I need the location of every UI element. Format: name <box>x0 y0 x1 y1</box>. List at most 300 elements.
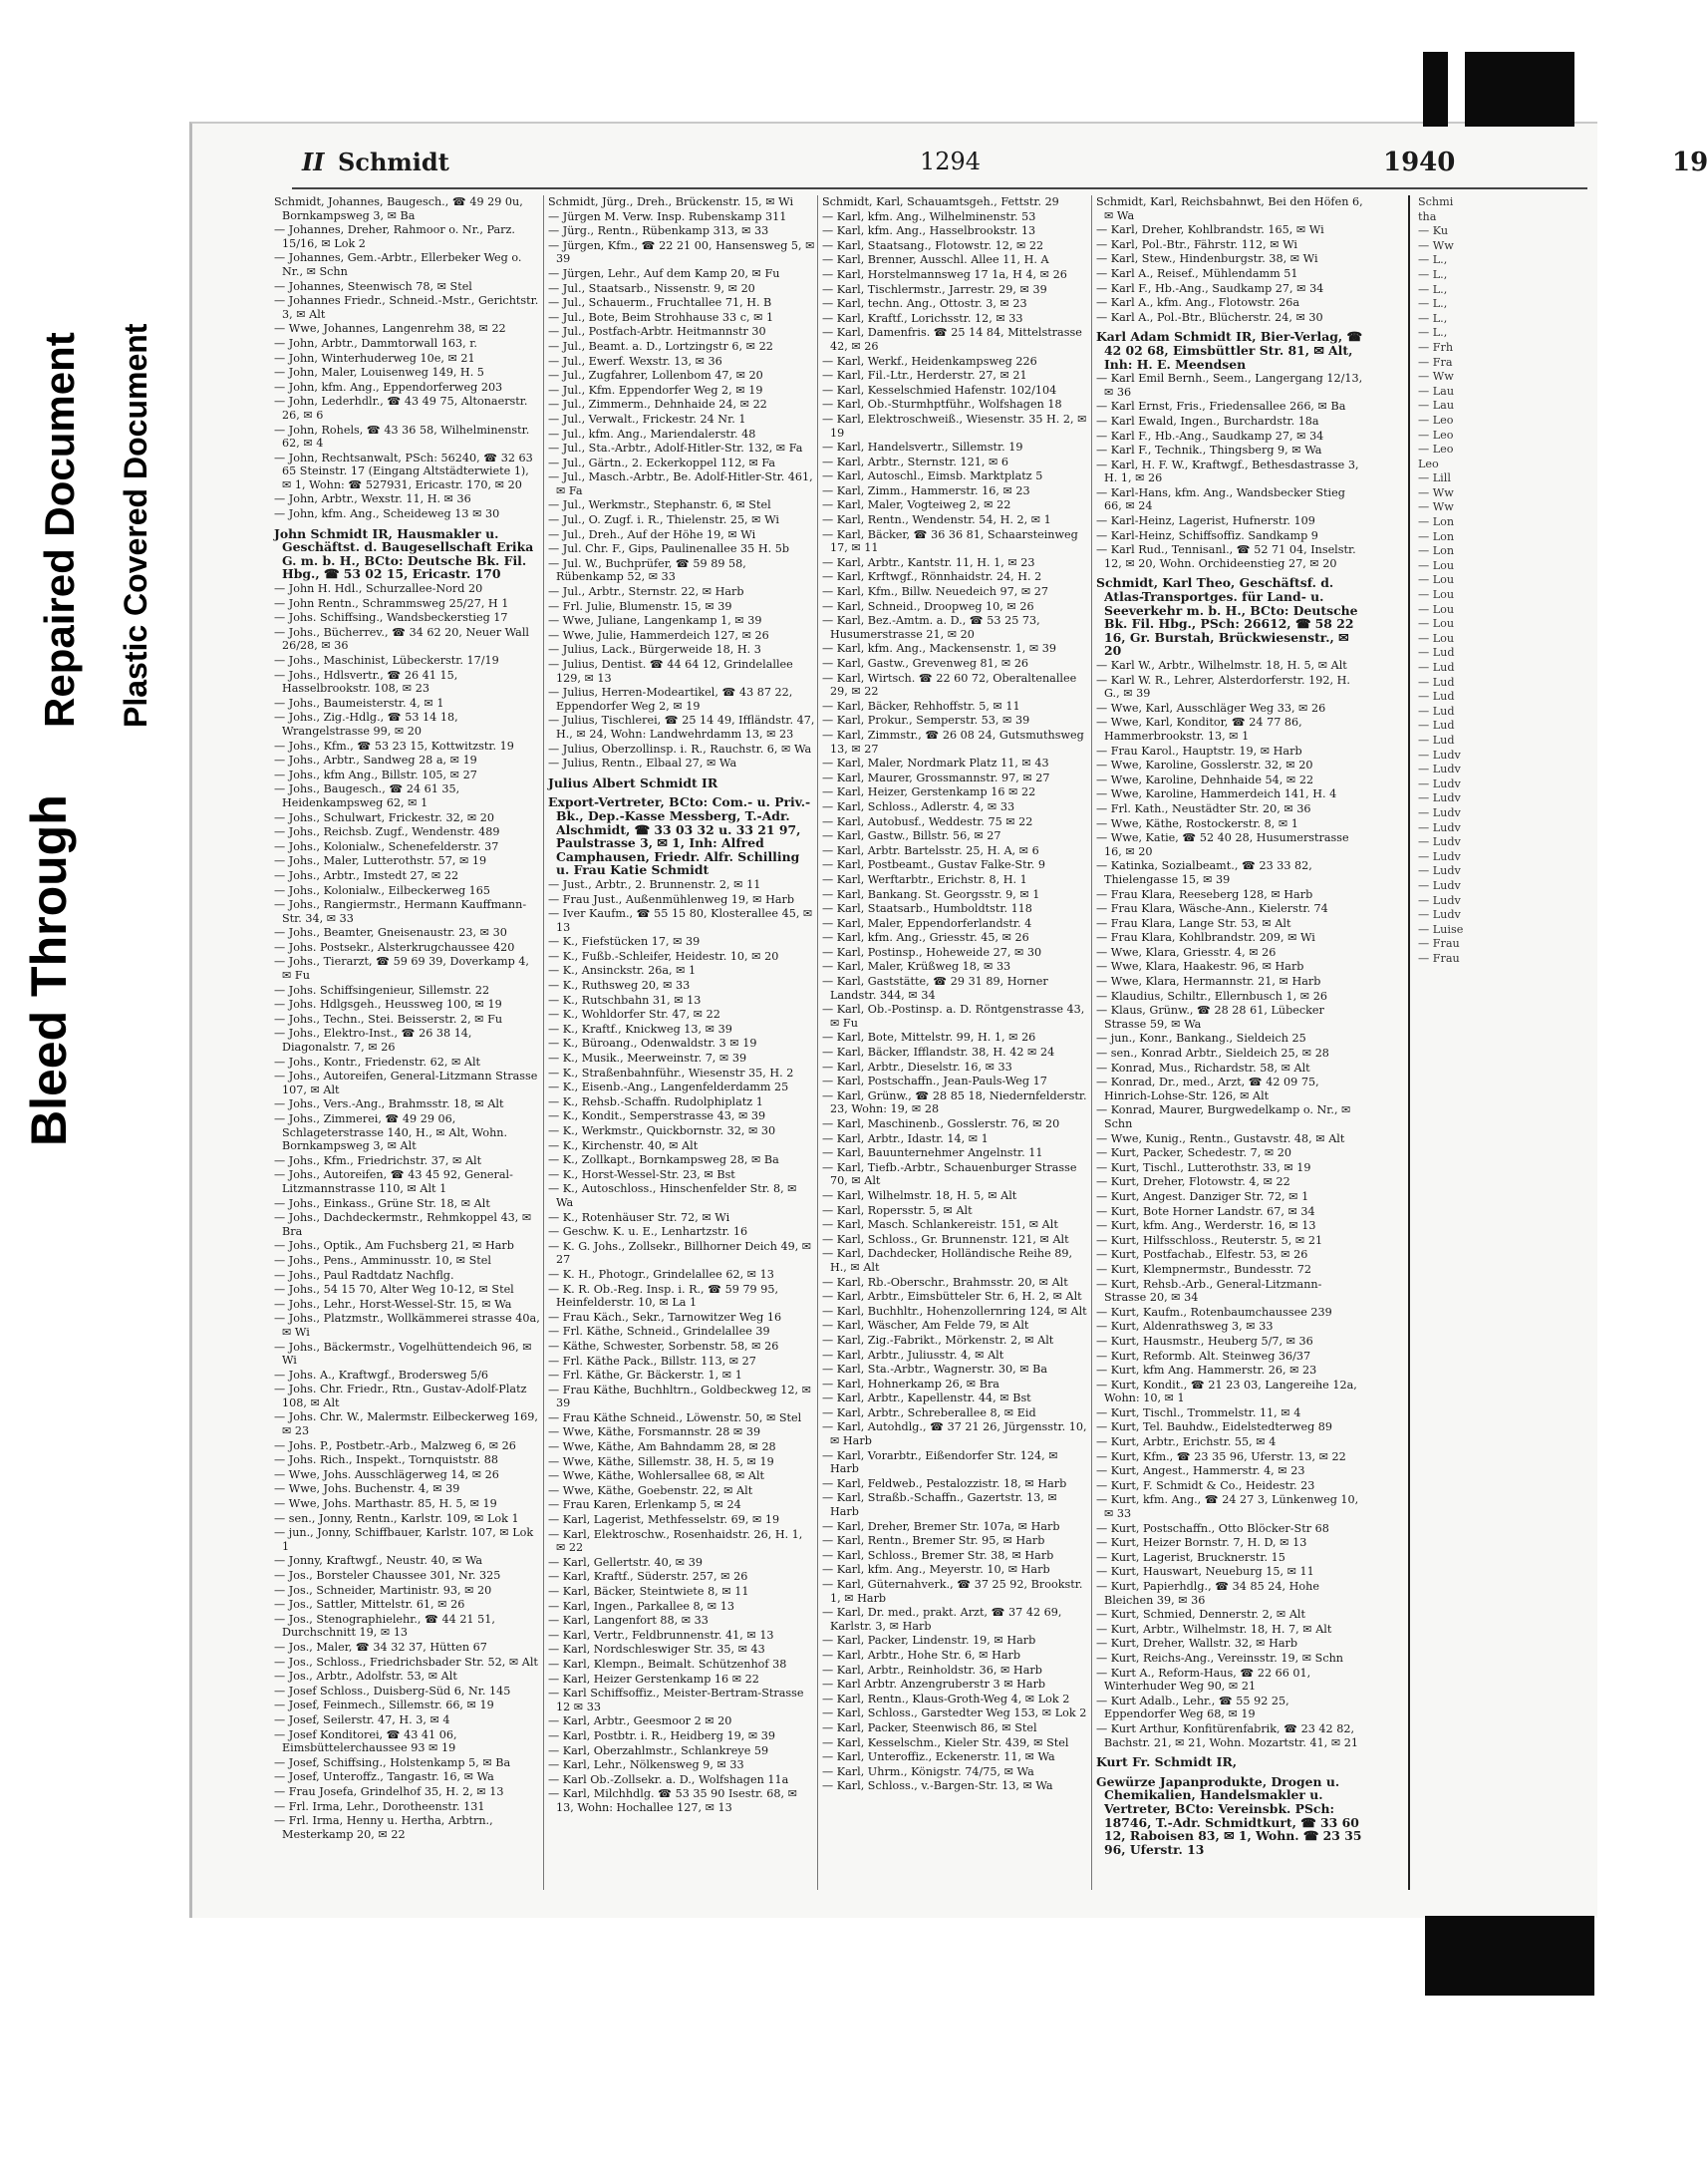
directory-entry: — Karl, Zig.-Fabrikt., Mörkenstr. 2, ✉ Alt <box>822 1333 1054 1347</box>
directory-entry: — Wwe, Johannes, Langenrehm 38, ✉ 22 <box>274 322 506 336</box>
directory-entry: — Karl, Schloss., Gr. Brunnenstr. 121, ✉ Alt <box>822 1232 1069 1246</box>
page-number: 1294 <box>920 148 982 175</box>
directory-entry: — Frl. Käthe Pack., Billstr. 113, ✉ 27 <box>548 1354 756 1368</box>
directory-entry: — Karl, Kraftf., Lorichsstr. 12, ✉ 33 <box>822 311 1023 325</box>
directory-entry: — Frau Josefa, Grindelhof 35, H. 2, ✉ 13 <box>274 1784 504 1798</box>
header-rule <box>292 187 1587 189</box>
directory-entry: — Karl, kfm. Ang., Hasselbrookstr. 13 <box>822 224 1036 238</box>
directory-entry: — Johannes, Gem.-Arbtr., Ellerbeker Weg o. Nr., ✉ Schn <box>274 251 522 278</box>
directory-entry: — Frau Klara, Wäsche-Ann., Kielerstr. 74 <box>1096 902 1328 916</box>
directory-entry: — Karl A., kfm. Ang., Flotowstr. 26a <box>1096 296 1300 310</box>
directory-entry: — Karl Rud., Tennisanl., ☎ 52 71 04, Inselstr. 12, ✉ 20, Wohn. Orchideenstieg 27, ✉ 20 <box>1096 543 1356 570</box>
scan-edge-block <box>1425 1916 1594 1996</box>
directory-entry: — Karl, Staatsarb., Humboldtstr. 118 <box>822 902 1032 916</box>
directory-entry: — Karl, Vorarbtr., Eißendorfer Str. 124, ✉ Harb <box>822 1448 1058 1476</box>
directory-entry: — Johs., Bäckermstr., Vogelhüttendeich 96, ✉ Wi <box>274 1340 532 1368</box>
directory-entry: — Johs., 54 15 70, Alter Weg 10-12, ✉ Stel <box>274 1283 514 1297</box>
directory-entry: — Kurt, kfm. Ang., Werderstr. 16, ✉ 13 <box>1096 1219 1316 1233</box>
directory-entry: — Kurt, Arbtr., Erichstr. 55, ✉ 4 <box>1096 1435 1277 1449</box>
directory-entry: Schmidt, Karl Theo, Geschäftsf. d. Atlas-Transportges. für Land- u. Seeverkehr m. b. H., BCto: Deutsche Bk. Fil. Hbg., PSch: 26612, ☎ 58 22 16, Gr. Burstah, Brückwiesenstr., ✉ 20 <box>1096 575 1358 659</box>
directory-entry: — Frl. Käthe, Schneid., Grindelallee 39 <box>548 1325 770 1339</box>
directory-entry: — Jul., Masch.-Arbtr., Be. Adolf-Hitler-Str. 461, ✉ Fa <box>548 470 813 497</box>
directory-entry: — Karl, Arbtr., Hohe Str. 6, ✉ Harb <box>822 1648 1021 1662</box>
directory-entry: — Kurt, Postschaffn., Otto Blöcker-Str 68 <box>1096 1521 1329 1535</box>
scan-edge-block <box>1423 52 1448 127</box>
directory-entry: — Karl, Bauunternehmer Angelnstr. 11 <box>822 1146 1043 1160</box>
directory-entry: — Karl, Horstelmannsweg 17 1a, H 4, ✉ 26 <box>822 267 1067 281</box>
directory-entry: — Konrad, Dr., med., Arzt, ☎ 42 09 75, Hinrich-Lohse-Str. 126, ✉ Alt <box>1096 1076 1319 1102</box>
page-gutter <box>1408 195 1410 1890</box>
directory-entry: John Schmidt IR, Hausmakler u. Geschäftst. d. Baugesellschaft Erika G. m. b. H., BCto: Deutsche Bk. Fil. Hbg., ☎ 53 02 15, Ericastr. 170 <box>274 525 534 582</box>
directory-entry: — Johs., Schulwart, Frickestr. 32, ✉ 20 <box>274 810 495 824</box>
directory-entry: — Karl, Rb.-Oberschr., Brahmsstr. 20, ✉ Alt <box>822 1275 1068 1289</box>
directory-entry: — Karl-Heinz, Schiffsoffiz. Sandkamp 9 <box>1096 528 1318 542</box>
directory-entry: — Jul., Kfm. Eppendorfer Weg 2, ✉ 19 <box>548 383 763 397</box>
directory-entry: — Just., Arbtr., 2. Brunnenstr. 2, ✉ 11 <box>548 877 761 891</box>
directory-entry: — Jul., Sta.-Arbtr., Adolf-Hitler-Str. 132, ✉ Fa <box>548 442 803 456</box>
directory-entry: — Karl Arbtr. Anzengruberstr 3 ✉ Harb <box>822 1678 1046 1692</box>
directory-entry: — Luise <box>1418 922 1464 936</box>
directory-entry: Leo <box>1418 457 1439 470</box>
directory-entry: — Kurt, Aldenrathsweg 3, ✉ 33 <box>1096 1320 1274 1334</box>
directory-entry: — Wwe, Johs. Buchenstr. 4, ✉ 39 <box>274 1482 460 1496</box>
directory-entry: — Kurt, Postfachab., Elfestr. 53, ✉ 26 <box>1096 1248 1308 1262</box>
directory-entry: — Johs., Beamter, Gneisenaustr. 23, ✉ 30 <box>274 926 507 940</box>
directory-entry: — Karl, Hohnerkamp 26, ✉ Bra <box>822 1377 999 1391</box>
directory-entry: — Karl, kfm. Ang., Griesstr. 45, ✉ 26 <box>822 931 1029 945</box>
directory-entry: — Karl, Tischlermstr., Jarrestr. 29, ✉ 39 <box>822 282 1047 296</box>
directory-entry: — Karl A., Reisef., Mühlendamm 51 <box>1096 266 1298 280</box>
directory-entry: — Frau Käthe, Buchhltrn., Goldbeckweg 12, ✉ 39 <box>548 1383 812 1410</box>
directory-entry: — K., Straßenbahnführ., Wiesenstr 35, H. 2 <box>548 1066 794 1080</box>
directory-entry: — Karl-Heinz, Lagerist, Hufnerstr. 109 <box>1096 514 1315 528</box>
directory-entry: — Karl, Packer, Steenwisch 86, ✉ Stel <box>822 1720 1037 1734</box>
directory-entry: — Karl, Postschaffn., Jean-Pauls-Weg 17 <box>822 1075 1047 1088</box>
directory-entry: — Jos., Schneider, Martinistr. 93, ✉ 20 <box>274 1583 492 1597</box>
directory-entry: — John, kfm. Ang., Eppendorferweg 203 <box>274 380 503 394</box>
directory-entry: — Kurt, F. Schmidt & Co., Heidestr. 23 <box>1096 1478 1315 1492</box>
directory-entry: — K., Rotenhäuser Str. 72, ✉ Wi <box>548 1210 730 1224</box>
directory-entry: — Karl, Staatsang., Flotowstr. 12, ✉ 22 <box>822 238 1044 252</box>
directory-entry: — L., <box>1418 326 1448 340</box>
directory-entry: — Karl, Lehr., Nölkensweg 9, ✉ 33 <box>548 1758 744 1772</box>
next-page-fragment: 19 <box>1672 148 1708 177</box>
directory-entry: — Jul., Gärtn., 2. Eckerkoppel 112, ✉ Fa <box>548 456 776 469</box>
directory-entry: — Johs. Chr. W., Malermstr. Eilbeckerweg 169, ✉ 23 <box>274 1410 538 1438</box>
directory-entry: — K., Fußb.-Schleifer, Heidestr. 10, ✉ 20 <box>548 949 779 963</box>
directory-entry: — Johs., Autoreifen, ☎ 43 45 92, General-Litzmannstrasse 110, ✉ Alt 1 <box>274 1168 513 1195</box>
directory-entry: — Frau Klara, Kohlbrandstr. 209, ✉ Wi <box>1096 931 1315 945</box>
directory-entry: — Julius, Oberzollinsp. i. R., Rauchstr. 6, ✉ Wa <box>548 742 812 756</box>
directory-entry: — Ludv <box>1418 763 1461 776</box>
directory-entry: — Johs., Tierarzt, ☎ 59 69 39, Doverkamp 4, ✉ Fu <box>274 955 529 983</box>
directory-entry: — Lud <box>1418 646 1455 660</box>
directory-entry: — Leo <box>1418 413 1454 427</box>
directory-entry: — Frau Just., Außenmühlenweg 19, ✉ Harb <box>548 892 795 906</box>
directory-entry: — Johs., Baumeisterstr. 4, ✉ 1 <box>274 696 444 710</box>
directory-entry: — Ludv <box>1418 893 1461 907</box>
directory-entry: — Jul., Schauerm., Fruchtallee 71, H. B <box>548 296 772 310</box>
directory-entry: — Kurt Adalb., Lehr., ☎ 55 92 25, Eppendorfer Weg 68, ✉ 19 <box>1096 1694 1289 1721</box>
directory-entry: — Karl, Bäcker, Rehhoffstr. 5, ✉ 11 <box>822 699 1020 713</box>
directory-entry: — Karl, Straßb.-Schaffn., Gazertstr. 13, ✉ Harb <box>822 1491 1057 1519</box>
directory-entry: — K., Rutschbahn 31, ✉ 13 <box>548 993 702 1007</box>
directory-entry: — K., Büroang., Odenwaldstr. 3 ✉ 19 <box>548 1037 757 1051</box>
header-surname: Schmidt <box>338 148 449 176</box>
directory-entry: — jun., Konr., Bankang., Sieldeich 25 <box>1096 1032 1306 1046</box>
directory-entry: Schmidt, Karl, Reichsbahnwt, Bei den Höfen 6, ✉ Wa <box>1096 195 1363 222</box>
directory-entry: — K., Eisenb.-Ang., Langenfelderdamm 25 <box>548 1081 789 1094</box>
directory-entry: — Johs., Autoreifen, General-Litzmann Strasse 107, ✉ Alt <box>274 1070 538 1096</box>
directory-entry: — Karl, Krftwgf., Rönnhaidstr. 24, H. 2 <box>822 570 1042 584</box>
directory-entry: — Ww <box>1418 485 1454 499</box>
header-roman: II <box>302 148 325 176</box>
directory-entry: — Johs., Vers.-Ang., Brahmsstr. 18, ✉ Alt <box>274 1097 504 1111</box>
directory-entry: — Karl Ewald, Ingen., Burchardstr. 18a <box>1096 414 1319 428</box>
directory-entry: — Julius, Tischlerei, ☎ 25 14 49, Iffländstr. 47, H., ✉ 24, Wohn: Landwehrdamm 13, ✉ 23 <box>548 714 815 741</box>
directory-entry: — Konrad, Mus., Richardstr. 58, ✉ Alt <box>1096 1061 1310 1075</box>
directory-entry: — Wwe, Karl, Ausschläger Weg 33, ✉ 26 <box>1096 701 1326 715</box>
directory-entry: — Karl, Maler, Krüßweg 18, ✉ 33 <box>822 960 1011 974</box>
directory-entry: — Johs., Einkass., Grüne Str. 18, ✉ Alt <box>274 1196 490 1210</box>
directory-entry: — Karl, Postinsp., Hoheweide 27, ✉ 30 <box>822 945 1042 959</box>
directory-entry: — Johs., Optik., Am Fuchsberg 21, ✉ Harb <box>274 1239 514 1253</box>
directory-entry: — Johs., Kontr., Friedenstr. 62, ✉ Alt <box>274 1055 481 1069</box>
directory-entry: — Johs., Platzmstr., Wollkämmerei strasse 40a, ✉ Wi <box>274 1312 540 1339</box>
directory-entry: — Josef, Unteroffz., Tangastr. 16, ✉ Wa <box>274 1770 494 1784</box>
directory-entry: — Karl, Feldweb., Pestalozzistr. 18, ✉ Harb <box>822 1476 1067 1490</box>
directory-entry: — K., Horst-Wessel-Str. 23, ✉ Bst <box>548 1167 735 1181</box>
directory-entry: — Iver Kaufm., ☎ 55 15 80, Klosterallee 45, ✉ 13 <box>548 907 813 934</box>
directory-entry: — Kurt, Rehsb.-Arb., General-Litzmann-Strasse 20, ✉ 34 <box>1096 1277 1322 1305</box>
directory-entry: — Josef Konditorei, ☎ 43 41 06, Eimsbüttelerchaussee 93 ✉ 19 <box>274 1727 457 1755</box>
directory-entry: — Kurt, Tischl., Lutterothstr. 33, ✉ 19 <box>1096 1160 1311 1174</box>
directory-entry: — Ludv <box>1418 776 1461 790</box>
directory-entry: Export-Vertreter, BCto: Com.- u. Priv.-Bk., Dep.-Kasse Messberg, T.-Adr. Alschmidt, ☎ 33 03 32 u. 33 21 97, Paulstrasse 3, ✉ 1, Inh: Alfred Camphausen, Friedr. Alfr. Schilling u. Frau Katie Schmidt <box>548 794 811 878</box>
directory-entry: — Karl A., Pol.-Btr., Blücherstr. 24, ✉ 30 <box>1096 310 1323 324</box>
directory-entry: — Kurt, Tel. Bauhdw., Eidelstedterweg 89 <box>1096 1420 1333 1434</box>
directory-entry: — Frau <box>1418 951 1460 965</box>
directory-entry: — Johs., Baugesch., ☎ 24 61 35, Heidenkampsweg 62, ✉ 1 <box>274 782 460 809</box>
directory-entry: — Wwe, Käthe, Am Bahndamm 28, ✉ 28 <box>548 1440 776 1454</box>
directory-entry: — Wwe, Karoline, Gosslerstr. 32, ✉ 20 <box>1096 759 1313 773</box>
directory-entry: — Johs., Kfm., ☎ 53 23 15, Kottwitzstr. 19 <box>274 739 514 753</box>
directory-entry: — Frau <box>1418 937 1460 951</box>
directory-entry: — Frl. Kath., Neustädter Str. 20, ✉ 36 <box>1096 801 1311 815</box>
directory-entry: — Johs., Maschinist, Lübeckerstr. 17/19 <box>274 654 499 667</box>
directory-entry: — Johs., Hdlsvertr., ☎ 26 41 15, Hasselbrookstr. 108, ✉ 23 <box>274 668 458 696</box>
directory-entry: — Karl, Buchhltr., Hohenzollernring 124, ✉ Alt <box>822 1304 1087 1318</box>
directory-entry: — Johs., Arbtr., Sandweg 28 a, ✉ 19 <box>274 754 477 768</box>
directory-entry: — Kurt, Packer, Schedestr. 7, ✉ 20 <box>1096 1146 1292 1160</box>
directory-entry: Schmidt, Karl, Schauamtsgeh., Fettstr. 29 <box>822 195 1059 208</box>
directory-entry: — Fra <box>1418 355 1453 369</box>
directory-entry: — Wwe, Karl, Konditor, ☎ 24 77 86, Hammerbrookstr. 13, ✉ 1 <box>1096 716 1302 743</box>
directory-entry: — Jul., Zugfahrer, Lollenbom 47, ✉ 20 <box>548 369 763 383</box>
directory-entry: — L., <box>1418 267 1448 281</box>
directory-entry: — Karl, Bote, Mittelstr. 99, H. 1, ✉ 26 <box>822 1031 1036 1045</box>
directory-entry: — Karl, Grünw., ☎ 28 85 18, Niedernfelderstr. 23, Wohn: 19, ✉ 28 <box>822 1088 1087 1116</box>
directory-entry: — Jürgen M. Verw. Insp. Rubenskamp 311 <box>548 209 787 223</box>
directory-entry: — K., Kondit., Semperstrasse 43, ✉ 39 <box>548 1109 766 1123</box>
directory-entry: — Frl. Irma, Lehr., Dorotheenstr. 131 <box>274 1799 485 1813</box>
directory-entry: — Lou <box>1418 617 1455 631</box>
directory-entry: — K., Zollkapt., Bornkampsweg 28, ✉ Ba <box>548 1153 779 1167</box>
label-repaired-document: Repaired Document <box>36 332 83 728</box>
next-page-column-fragment <box>1418 195 1587 1890</box>
directory-entry: — Karl, Schloss., Bremer Str. 38, ✉ Harb <box>822 1548 1054 1562</box>
directory-entry: — Karl, Klempn., Beimalt. Schützenhof 38 <box>548 1657 787 1671</box>
directory-entry: — Julius, Lack., Bürgerweide 18, H. 3 <box>548 643 761 657</box>
directory-entry: — Frau Klara, Reeseberg 128, ✉ Harb <box>1096 887 1313 901</box>
directory-entry: — Karl-Hans, kfm. Ang., Wandsbecker Stieg 66, ✉ 24 <box>1096 485 1345 513</box>
directory-entry: — sen., Konrad Arbtr., Sieldeich 25, ✉ 28 <box>1096 1047 1329 1061</box>
directory-entry: — Karl, techn. Ang., Ottostr. 3, ✉ 23 <box>822 297 1027 311</box>
directory-entry: — Kurt, Lagerist, Brucknerstr. 15 <box>1096 1550 1285 1564</box>
directory-entry: — Karl, Ingen., Parkallee 8, ✉ 13 <box>548 1599 734 1613</box>
directory-entry: — John, Maler, Louisenweg 149, H. 5 <box>274 366 484 380</box>
directory-entry: — Karl, Werftarbtr., Erichstr. 8, H. 1 <box>822 872 1027 886</box>
directory-entry: — Ludv <box>1418 908 1461 922</box>
directory-entry: — Karl, Arbtr., Geesmoor 2 ✉ 20 <box>548 1714 732 1728</box>
directory-entry: — Wwe, Käthe, Forsmannstr. 28 ✉ 39 <box>548 1425 761 1439</box>
directory-entry: — K., Ruthsweg 20, ✉ 33 <box>548 979 691 993</box>
directory-entry: — Ludv <box>1418 864 1461 878</box>
directory-entry: — Frl. Irma, Henny u. Hertha, Arbtrn., Mesterkamp 20, ✉ 22 <box>274 1814 493 1841</box>
directory-entry: — Karl, Rentn., Bremer Str. 95, ✉ Harb <box>822 1534 1045 1548</box>
directory-entry: — John, Arbtr., Dammtorwall 163, r. <box>274 336 477 350</box>
directory-entry: — Johannes, Steenwisch 78, ✉ Stel <box>274 279 472 293</box>
directory-entry: — Karl, Güternahverk., ☎ 37 25 92, Brookstr. 1, ✉ Harb <box>822 1578 1083 1605</box>
directory-entry: Kurt Fr. Schmidt IR, <box>1096 1754 1238 1770</box>
directory-entry: — Karl, Arbtr., Kapellenstr. 44, ✉ Bst <box>822 1392 1031 1405</box>
directory-entry: — Karl, Fil.-Ltr., Herderstr. 27, ✉ 21 <box>822 369 1027 383</box>
directory-entry: — Lau <box>1418 399 1455 413</box>
directory-entry: — Lud <box>1418 675 1455 689</box>
directory-entry: — Wwe, Johs. Marthastr. 85, H. 5, ✉ 19 <box>274 1497 497 1511</box>
directory-entry: — Karl, Tiefb.-Arbtr., Schauenburger Strasse 70, ✉ Alt <box>822 1160 1077 1188</box>
directory-entry: — Johs., Zimmerei, ☎ 49 29 06, Schlageterstrasse 140, H., ✉ Alt, Wohn. Bornkampsweg 3, ✉ Alt <box>274 1112 508 1153</box>
directory-entry: — Jul., Beamt. a. D., Lortzingstr 6, ✉ 22 <box>548 339 773 353</box>
directory-entry: — Karl, Stew., Hindenburgstr. 38, ✉ Wi <box>1096 252 1318 266</box>
directory-entry: — Ku <box>1418 224 1449 238</box>
directory-entry: — K. R. Ob.-Reg. Insp. i. R., ☎ 59 79 95, Heinfelderstr. 10, ✉ La 1 <box>548 1282 779 1310</box>
directory-entry: — Kurt, Bote Horner Landstr. 67, ✉ 34 <box>1096 1204 1315 1218</box>
directory-entry: — Jürgen, Kfm., ☎ 22 21 00, Hansensweg 5, ✉ 39 <box>548 238 815 266</box>
directory-entry: — K. G. Johs., Zollsekr., Billhorner Deich 49, ✉ 27 <box>548 1239 812 1267</box>
directory-entry: — Karl, Gastw., Billstr. 56, ✉ 27 <box>822 829 1001 843</box>
directory-entry: — Karl, Werkf., Heidenkampsweg 226 <box>822 354 1037 368</box>
directory-entry: — Jul., Postfach-Arbtr. Heitmannstr 30 <box>548 325 766 339</box>
directory-entry: — Johs., Kolonialw., Schenefelderstr. 37 <box>274 839 499 853</box>
directory-entry: — Karl, Gastw., Grevenweg 81, ✉ 26 <box>822 657 1029 670</box>
directory-entry: — Lou <box>1418 558 1455 572</box>
directory-entry: — Johs. Rich., Inspekt., Tornquiststr. 88 <box>274 1453 499 1467</box>
directory-entry: — Johs., Paul Radtdatz Nachflg. <box>274 1268 454 1282</box>
directory-entry: — Karl, Arbtr. Bartelsstr. 25, H. A, ✉ 6 <box>822 843 1039 857</box>
directory-entry: — Jul., Verwalt., Frickestr. 24 Nr. 1 <box>548 412 746 426</box>
directory-entry: — Karl, Heizer Gerstenkamp 16 ✉ 22 <box>548 1672 759 1686</box>
directory-entry: — L., <box>1418 282 1448 296</box>
directory-entry: Schmi <box>1418 195 1454 208</box>
directory-entry: — Josef, Seilerstr. 47, H. 3, ✉ 4 <box>274 1712 450 1726</box>
directory-entry: — Johs., Kfm., Friedrichstr. 37, ✉ Alt <box>274 1153 482 1167</box>
directory-entry: — Johs. Postsekr., Alsterkrugchaussee 420 <box>274 940 515 954</box>
directory-entry: — Karl, Bäcker, Ifflandstr. 38, H. 42 ✉ 24 <box>822 1046 1055 1060</box>
directory-entry: — Kurt, Angest. Danziger Str. 72, ✉ 1 <box>1096 1189 1309 1203</box>
directory-entry: — Kurt, Hauswart, Neueburg 15, ✉ 11 <box>1096 1565 1314 1579</box>
directory-entry: — Karl, Gaststätte, ☎ 29 31 89, Horner Landstr. 344, ✉ 34 <box>822 975 1048 1002</box>
directory-entry: — Johs., Zig.-Hdlg., ☎ 53 14 18, Wrangelstrasse 99, ✉ 20 <box>274 711 458 738</box>
directory-entry: — Johannes, Dreher, Rahmoor o. Nr., Parz. 15/16, ✉ Lok 2 <box>274 223 515 250</box>
directory-entry: — Jos., Stenographielehr., ☎ 44 21 51, Durchschnitt 19, ✉ 13 <box>274 1612 495 1640</box>
directory-entry: — Johs., Pens., Amminusstr. 10, ✉ Stel <box>274 1253 491 1267</box>
directory-entry: — Lill <box>1418 471 1451 485</box>
directory-entry: — John, Winterhuderweg 10e, ✉ 21 <box>274 351 475 365</box>
directory-entry: — Kurt, Kaufm., Rotenbaumchaussee 239 <box>1096 1305 1332 1319</box>
directory-entry: — Frau Karol., Hauptstr. 19, ✉ Harb <box>1096 744 1302 758</box>
directory-entry: — John Rentn., Schrammsweg 25/27, H 1 <box>274 596 509 610</box>
directory-entry: — Lon <box>1418 529 1455 543</box>
directory-entry: — John, kfm. Ang., Scheideweg 13 ✉ 30 <box>274 507 500 521</box>
directory-entry: — John, Lederhdlr., ☎ 43 49 75, Altonaerstr. 26, ✉ 6 <box>274 395 528 422</box>
directory-entry: — Karl W., Arbtr., Wilhelmstr. 18, H. 5, ✉ Alt <box>1096 659 1347 672</box>
directory-entry: — Wwe, Käthe, Rostockerstr. 8, ✉ 1 <box>1096 816 1298 830</box>
directory-entry: — Johs., Dachdeckermstr., Rehmkoppel 43, ✉ Bra <box>274 1211 532 1238</box>
directory-entry: — Karl, Elektroschweiß., Wiesenstr. 35 H. 2, ✉ 19 <box>822 412 1087 440</box>
directory-entry: — Karl, Wilhelmstr. 18, H. 5, ✉ Alt <box>822 1188 1017 1202</box>
directory-entry: — Ludv <box>1418 820 1461 834</box>
directory-entry: — Karl, Dreher, Bremer Str. 107a, ✉ Harb <box>822 1519 1060 1533</box>
column-divider <box>543 195 544 1890</box>
directory-entry: — Karl, Wirtsch. ☎ 22 60 72, Oberaltenallee 29, ✉ 22 <box>822 671 1077 699</box>
directory-entry: — Karl, Arbtr., Idastr. 14, ✉ 1 <box>822 1131 989 1145</box>
directory-entry: — Jos., Borsteler Chaussee 301, Nr. 325 <box>274 1569 501 1582</box>
directory-entry: — Ww <box>1418 370 1454 384</box>
directory-entry: — Lud <box>1418 690 1455 704</box>
directory-entry: — Kurt A., Reform-Haus, ☎ 22 66 01, Winterhuder Weg 90, ✉ 21 <box>1096 1666 1311 1694</box>
directory-entry: — Johs., Kolonialw., Eilbeckerweg 165 <box>274 883 491 897</box>
directory-entry: — Karl, Postbtr. i. R., Heidberg 19, ✉ 39 <box>548 1728 776 1742</box>
directory-entry: — Karl, Kraftf., Süderstr. 257, ✉ 26 <box>548 1570 748 1584</box>
directory-entry: — Karl, Unteroffiz., Eckenerstr. 11, ✉ Wa <box>822 1750 1055 1764</box>
directory-entry: — Karl, Arbtr., Sternstr. 121, ✉ 6 <box>822 455 1008 468</box>
directory-entry: — Karl, Ob.-Postinsp. a. D. Röntgenstrasse 43, ✉ Fu <box>822 1003 1085 1030</box>
directory-entry: — Karl, Pol.-Btr., Fährstr. 112, ✉ Wi <box>1096 237 1298 251</box>
directory-entry: Karl Adam Schmidt IR, Bier-Verlag, ☎ 42 02 68, Eimsbüttler Str. 81, ✉ Alt, Inh: H. E. Meendsen <box>1096 329 1362 372</box>
directory-entry: — K., Rehsb.-Schaffn. Rudolphiplatz 1 <box>548 1094 763 1108</box>
directory-entry: — Karl Schiffsoffiz., Meister-Bertram-Strasse 12 ✉ 33 <box>548 1687 804 1713</box>
directory-entry: — Johs., Reichsb. Zugf., Wendenstr. 489 <box>274 825 500 839</box>
directory-entry: — Ww <box>1418 500 1454 514</box>
directory-entry: — Karl, Vertr., Feldbrunnenstr. 41, ✉ 13 <box>548 1628 774 1642</box>
directory-entry: — Karl, Arbtr., Schreberallee 8, ✉ Eid <box>822 1405 1036 1419</box>
label-plastic-covered-document: Plastic Covered Document <box>118 323 153 728</box>
directory-entry: — Karl, Arbtr., Kantstr. 11, H. 1, ✉ 23 <box>822 555 1035 569</box>
directory-entry: — Konrad, Maurer, Burgwedelkamp o. Nr., ✉ Schn <box>1096 1103 1351 1130</box>
directory-entry: — Karl, kfm. Ang., Wilhelminenstr. 53 <box>822 209 1036 223</box>
directory-entry: — Karl, Heizer, Gerstenkamp 16 ✉ 22 <box>822 785 1036 799</box>
directory-entry: — Karl, Dr. med., prakt. Arzt, ☎ 37 42 69, Karlstr. 3, ✉ Harb <box>822 1606 1062 1633</box>
directory-entry: — Ludv <box>1418 849 1461 863</box>
directory-entry: — Karl, Rentn., Wendenstr. 54, H. 2, ✉ 1 <box>822 513 1051 527</box>
directory-entry: — Julius, Herren-Modeartikel, ☎ 43 87 22, Eppendorfer Weg 2, ✉ 19 <box>548 686 793 713</box>
directory-entry: — Kurt, Reichs-Ang., Vereinsstr. 19, ✉ Schn <box>1096 1651 1343 1665</box>
directory-entry: — Jul. Chr. F., Gips, Paulinenallee 35 H. 5b <box>548 542 789 556</box>
directory-entry: — Josef Schloss., Duisberg-Süd 6, Nr. 145 <box>274 1684 511 1698</box>
directory-entry: Schmidt, Johannes, Baugesch., ☎ 49 29 0u, Bornkampsweg 3, ✉ Ba <box>274 195 523 222</box>
directory-column-4 <box>1096 195 1363 1890</box>
directory-entry: — Lou <box>1418 631 1455 645</box>
directory-entry: — Wwe, Julie, Hammerdeich 127, ✉ 26 <box>548 628 769 642</box>
directory-entry: — Karl, Maler, Vogteiweg 2, ✉ 22 <box>822 498 1011 512</box>
directory-entry: — Kurt, Hilfsschloss., Reuterstr. 5, ✉ 21 <box>1096 1233 1323 1247</box>
scan-edge-block <box>1465 52 1574 127</box>
directory-entry: — Jos., Schloss., Friedrichsbader Str. 52, ✉ Alt <box>274 1655 538 1669</box>
directory-entry: — Wwe, Klara, Griesstr. 4, ✉ 26 <box>1096 945 1277 959</box>
directory-entry: — Kurt, Arbtr., Wilhelmstr. 18, H. 7, ✉ Alt <box>1096 1622 1332 1636</box>
directory-entry: — Karl, Postbeamt., Gustav Falke-Str. 9 <box>822 858 1045 872</box>
directory-entry: — L., <box>1418 311 1448 325</box>
directory-entry: — K., Fiefstücken 17, ✉ 39 <box>548 935 701 949</box>
directory-entry: — Karl, Schneid., Droopweg 10, ✉ 26 <box>822 599 1034 613</box>
directory-entry: — Julius, Dentist. ☎ 44 64 12, Grindelallee 129, ✉ 13 <box>548 658 793 685</box>
directory-entry: — Karl, Prokur., Semperstr. 53, ✉ 39 <box>822 714 1030 728</box>
directory-entry: — Karl, kfm. Ang., Meyerstr. 10, ✉ Harb <box>822 1563 1050 1577</box>
directory-entry: — Frau Karen, Erlenkamp 5, ✉ 24 <box>548 1498 741 1512</box>
directory-entry: — Lou <box>1418 573 1455 587</box>
directory-entry: — Karl, Oberzahlmstr., Schlankreye 59 <box>548 1743 769 1757</box>
directory-entry: — Lud <box>1418 661 1455 674</box>
header-year: 1940 <box>1383 148 1456 177</box>
directory-entry: — Lau <box>1418 384 1455 398</box>
directory-entry: — Karl Emil Bernh., Seem., Langergang 12/13, ✉ 36 <box>1096 372 1363 399</box>
directory-entry: — Wwe, Klara, Haakestr. 96, ✉ Harb <box>1096 960 1304 974</box>
directory-entry: — Jürgen, Lehr., Auf dem Kamp 20, ✉ Fu <box>548 266 780 280</box>
directory-entry: — Kurt, Tischl., Trommelstr. 11, ✉ 4 <box>1096 1405 1301 1419</box>
directory-entry: — Karl, Ob.-Sturmhptführ., Wolfshagen 18 <box>822 398 1062 412</box>
directory-entry: — Lud <box>1418 719 1455 733</box>
directory-entry: — Karl, Autoschl., Eimsb. Marktplatz 5 <box>822 469 1043 483</box>
column-divider <box>1091 195 1092 1890</box>
directory-entry: — John, Rohels, ☎ 43 36 58, Wilhelminenstr. 62, ✉ 4 <box>274 423 530 451</box>
directory-entry: — K., Autoschloss., Hinschenfelder Str. 8, ✉ Wa <box>548 1182 797 1209</box>
directory-entry: — L., <box>1418 297 1448 311</box>
directory-entry: — Katinka, Sozialbeamt., ☎ 23 33 82, Thielengasse 15, ✉ 39 <box>1096 859 1312 886</box>
directory-entry: — Frau Klara, Lange Str. 53, ✉ Alt <box>1096 916 1291 930</box>
directory-entry: — Karl, Handelsvertr., Sillemstr. 19 <box>822 441 1023 455</box>
directory-entry: — Ludv <box>1418 878 1461 892</box>
directory-entry: — Karl, Arbtr., Dieselstr. 16, ✉ 33 <box>822 1060 1012 1074</box>
directory-entry: — Ww <box>1418 238 1454 252</box>
directory-entry: — Jul., kfm. Ang., Mariendalerstr. 48 <box>548 427 756 441</box>
directory-entry: — Karl, Uhrm., Königstr. 74/75, ✉ Wa <box>822 1764 1034 1778</box>
directory-entry: — Jul., Zimmerm., Dehnhaide 24, ✉ 22 <box>548 398 767 412</box>
directory-entry: — Kurt, Schmied, Dennerstr. 2, ✉ Alt <box>1096 1608 1305 1622</box>
directory-entry: — Jos., Maler, ☎ 34 32 37, Hütten 67 <box>274 1640 487 1654</box>
directory-entry: — Karl, Dreher, Kohlbrandstr. 165, ✉ Wi <box>1096 223 1324 237</box>
directory-entry: — Karl, Zimmstr., ☎ 26 08 24, Gutsmuthsweg 13, ✉ 27 <box>822 728 1084 756</box>
directory-entry: — Kurt, Reformb. Alt. Steinweg 36/37 <box>1096 1349 1311 1363</box>
directory-entry: — Karl, Maschinenb., Gosslerstr. 76, ✉ 20 <box>822 1117 1060 1130</box>
directory-entry: — Käthe, Schwester, Sorbenstr. 58, ✉ 26 <box>548 1339 779 1353</box>
directory-entry: Schmidt, Jürg., Dreh., Brückenstr. 15, ✉ Wi <box>548 195 794 208</box>
label-bleed-through: Bleed Through <box>21 794 77 1146</box>
directory-entry: — Jul., Ewerf. Wexstr. 13, ✉ 36 <box>548 354 722 368</box>
directory-entry: — Karl, Dachdecker, Holländische Reihe 89, H., ✉ Alt <box>822 1247 1073 1274</box>
directory-entry: — Karl, Autohdlg., ☎ 37 21 26, Jürgensstr. 10, ✉ Harb <box>822 1420 1087 1448</box>
directory-entry: — Ludv <box>1418 748 1461 762</box>
